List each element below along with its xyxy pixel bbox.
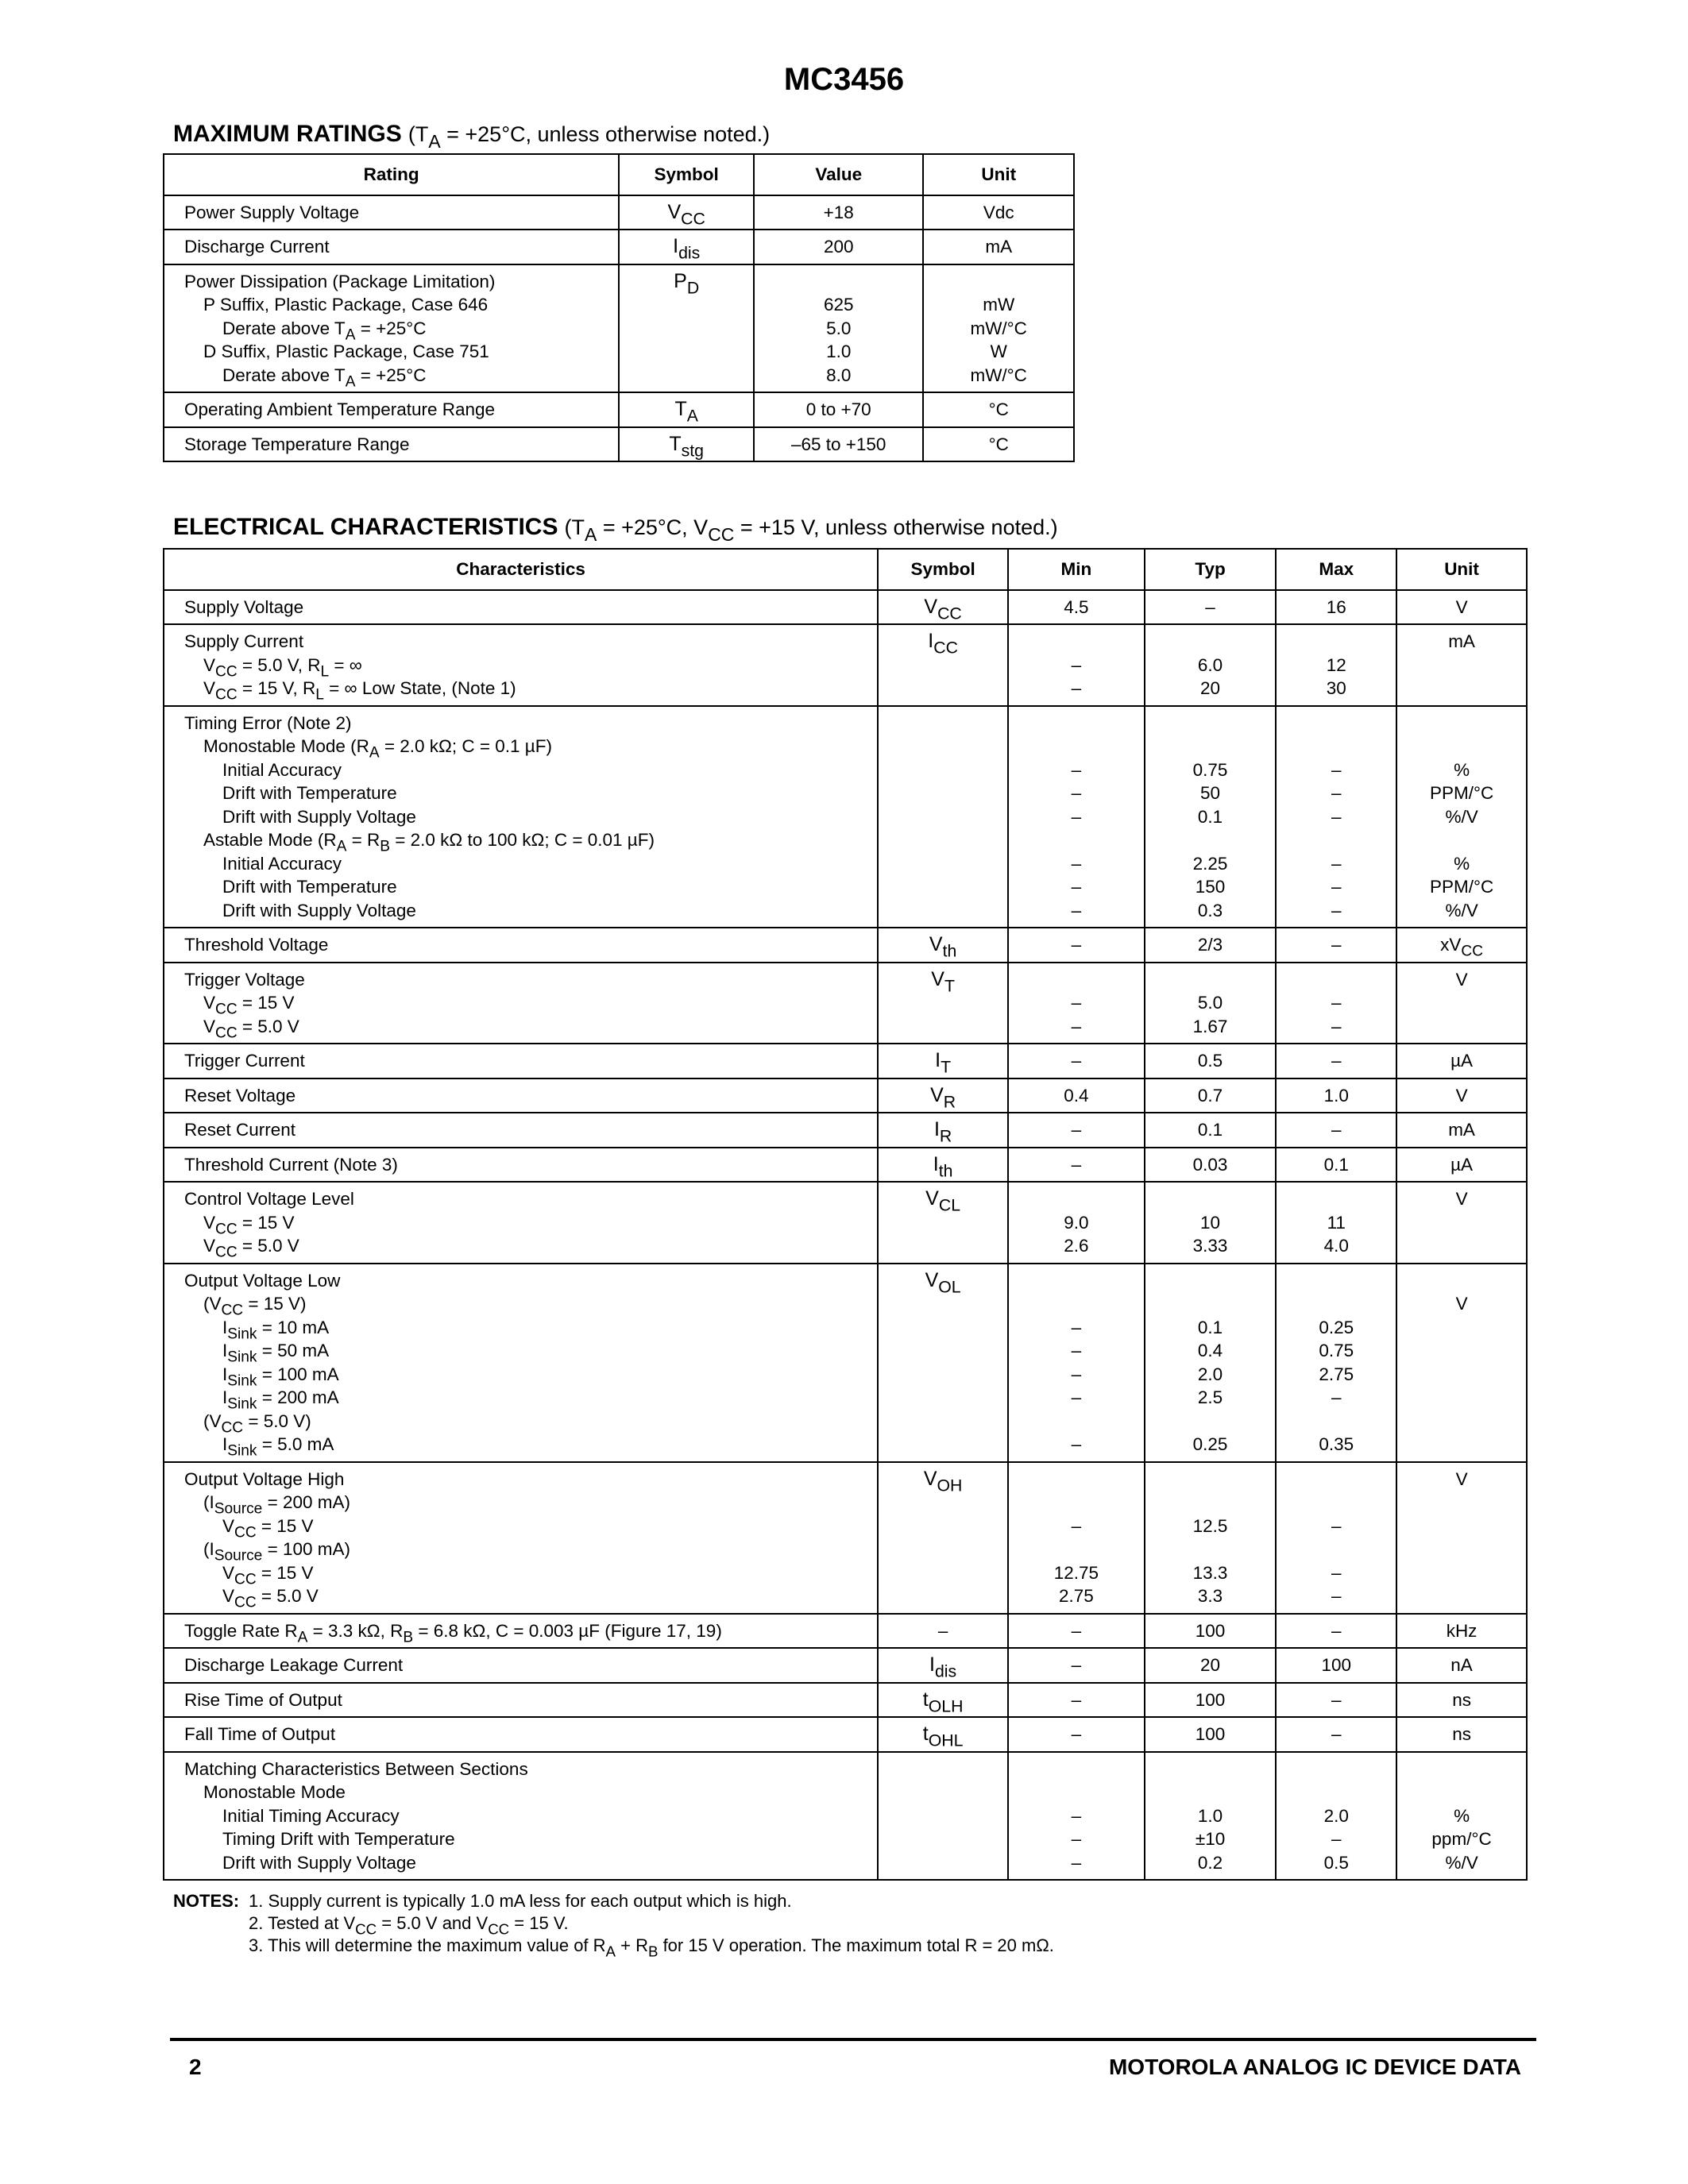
col-typ: Typ — [1145, 549, 1277, 590]
max-ratings-heading: MAXIMUM RATINGS ($T_A = +25^\circ C$, unless otherwise noted.) — [173, 121, 771, 152]
table-row: Fall Time of Output $t_{OHL}$ – 100 – ns — [164, 1717, 1527, 1752]
col-min: Min — [1008, 549, 1145, 590]
table-row: Operating Ambient Temperature Range $T_A$ 0 to +70 °C — [164, 392, 1074, 427]
footer-divider — [170, 2038, 1536, 2041]
page-number: 2 — [189, 2055, 202, 2079]
table-row: Output Voltage High ($I_{Source} = 200$ mA) $V_{CC} = 15$ V ($I_{Source} = 100$ mA) $V_{CC} = 15$ V $V_{CC} = 5.0$ V $V_{OH}$ – 12.75 2.75 12.5 13.3 3.3 – – – V — [164, 1462, 1527, 1614]
table-row: Threshold Voltage $V_{th}$ – 2/3 – $xV_{CC}$ — [164, 928, 1527, 963]
table-row: Discharge Current $I_{dis}$ 200 mA — [164, 230, 1074, 264]
max-ratings-table — [163, 153, 1075, 462]
col-symbol: Symbol — [878, 549, 1008, 590]
col-unit: Unit — [1396, 549, 1527, 590]
table-row: Power Supply Voltage $V_{CC}$ +18 Vdc — [164, 195, 1074, 230]
table-row: Control Voltage Level $V_{CC} = 15$ V $V_{CC} = 5.0$ V $V_{CL}$ 9.0 2.6 10 3.33 11 4.0 V — [164, 1182, 1527, 1264]
table-row: Output Voltage Low ($V_{CC} = 15$ V) $I_{Sink} = 10$ mA $I_{Sink} = 50$ mA $I_{Sink} = 100$ mA $I_{Sink} = 200$ mA ($V_{CC} = 5.0$ V) $I_{Sink} = 5.0$ mA $V_{OL}$ – – – – – 0.1 0.4 2.0 2.5 0.25 0.25 0.75 2.75 – 0.35 V — [164, 1264, 1527, 1462]
col-rating: Rating — [164, 154, 619, 195]
table-row: Reset Voltage $V_R$ 0.4 0.7 1.0 V — [164, 1078, 1527, 1113]
table-row: Threshold Current (Note 3) $I_{th}$ – 0.03 0.1 µA — [164, 1148, 1527, 1183]
table-row: Toggle Rate $R_A = 3.3$ kΩ, $R_B = 6.8$ kΩ, C = 0.003 µF (Figure 17, 19) – – 100 – kHz — [164, 1614, 1527, 1649]
col-unit: Unit — [923, 154, 1074, 195]
table-row: Trigger Voltage $V_{CC} = 15$ V $V_{CC} = 5.0$ V $V_T$ – – 5.0 1.67 – – V — [164, 963, 1527, 1044]
table-row: Supply Voltage $V_{CC}$ 4.5 – 16 V — [164, 590, 1527, 625]
table-row: Supply Current $V_{CC} = 5.0$ V, $R_L$ = ∞ $V_{CC} = 15$ V, $R_L$ = ∞ Low State, (Note 1) $I_{CC}$ – – 6.0 20 12 30 mA — [164, 624, 1527, 706]
table-header-row — [164, 154, 1074, 195]
table-row: Storage Temperature Range $T_{stg}$ –65 to +150 °C — [164, 427, 1074, 462]
electrical-characteristics-heading: ELECTRICAL CHARACTERISTICS ($T_A = +25^\circ C$, $V_{CC} = +15$ V, unless otherwise noted.) — [173, 514, 1058, 546]
col-symbol: Symbol — [619, 154, 754, 195]
table-row: Trigger Current $I_T$ – 0.5 – µA — [164, 1044, 1527, 1078]
table-row: Rise Time of Output $t_{OLH}$ – 100 – ns — [164, 1683, 1527, 1718]
notes: NOTES: 1. Supply current is typically 1.0 mA less for each output which is high. 2. Tested at $V_{CC} = 5.0$ V and $V_{CC} = 15$ V. 3. This will determine the maximum value of $R_A + R_B$ for 15 V operation. The maximum total R = 20 mΩ. — [173, 1891, 1054, 1960]
col-max: Max — [1276, 549, 1396, 590]
table-header-row — [164, 549, 1527, 590]
col-characteristics: Characteristics — [164, 549, 878, 590]
table-row: Power Dissipation (Package Limitation) P Suffix, Plastic Package, Case 646 Derate above $T_A = +25^\circ C$ D Suffix, Plastic Package, Case 751 Derate above $T_A = +25^\circ C$ $P_D$ 625 5.0 1.0 8.0 mW mW/°C W mW/°C — [164, 264, 1074, 393]
footer-publication: MOTOROLA ANALOG IC DEVICE DATA — [1108, 2055, 1521, 2079]
table-row: Matching Characteristics Between Sections Monostable Mode Initial Timing Accuracy Timing Drift with Temperature Drift with Supply Voltage – – – 1.0 ±10 0.2 2.0 – 0.5 % ppm/°C %/V — [164, 1752, 1527, 1881]
table-row: Timing Error (Note 2) Monostable Mode ($R_A = 2.0$ kΩ; C = 0.1 µF) Initial Accuracy Drift with Temperature Drift with Supply Voltage Astable Mode ($R_A = R_B = 2.0$ kΩ to 100 kΩ; C = 0.01 µF) Initial Accuracy Drift with Temperature Drift with Supply Voltage – – – – – – 0.75 50 0.1 2.25 150 0.3 – – – – – – % PPM/°C %/V % PPM/°C %/V — [164, 706, 1527, 928]
table-row: Reset Current $I_R$ – 0.1 – mA — [164, 1113, 1527, 1148]
table-row: Discharge Leakage Current $I_{dis}$ – 20 100 nA — [164, 1648, 1527, 1683]
electrical-characteristics-table — [163, 548, 1528, 1881]
col-value: Value — [754, 154, 923, 195]
page-title: MC3456 — [783, 62, 905, 97]
